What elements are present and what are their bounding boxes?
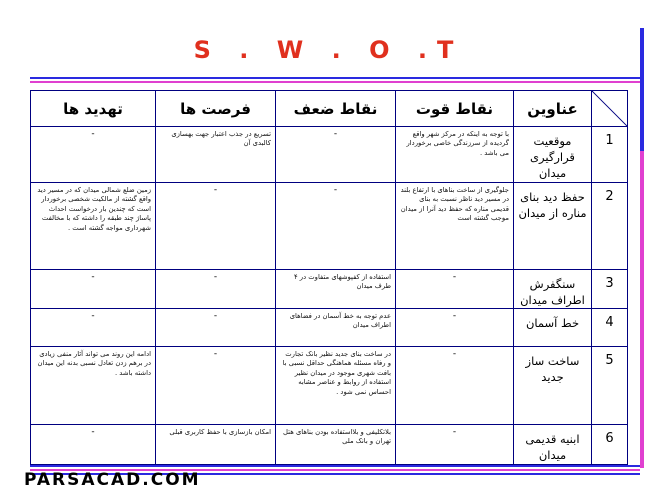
row-threats: - — [31, 270, 156, 309]
row-topic: سنگفرش اطراف میدان — [514, 270, 592, 309]
row-topic: خط آسمان — [514, 309, 592, 347]
header-corner-cell — [592, 91, 628, 127]
diagonal-line-icon — [592, 91, 627, 126]
row-number: 4 — [592, 309, 628, 347]
row-number: 1 — [592, 127, 628, 183]
row-weaknesses: عدم توجه به خط آسمان در فضاهای اطراف میدان — [276, 309, 396, 347]
row-strengths: با توجه به اینکه در مرکز شهر واقع گردیده از سرزندگی خاصی برخوردار می باشد . — [396, 127, 514, 183]
header-opportunities: فرصت ها — [156, 91, 276, 127]
title-rule-pink — [30, 81, 640, 83]
row-opportunities: - — [156, 183, 276, 270]
row-threats: - — [31, 425, 156, 465]
row-threats: ادامه این روند می تواند آثار منفی زیادی در برهم زدن تعادل نسبی بدنه این میدان داشته باشد . — [31, 347, 156, 425]
swot-table — [30, 90, 628, 465]
header-threats: تهدید ها — [31, 91, 156, 127]
table-row — [31, 183, 628, 270]
row-strengths: - — [396, 309, 514, 347]
row-topic: حفظ دید بنای مناره از میدان — [514, 183, 592, 270]
row-opportunities: امکان بازسازی با حفظ کاربری قبلی — [156, 425, 276, 465]
row-opportunities: - — [156, 309, 276, 347]
row-threats: - — [31, 309, 156, 347]
table-row — [31, 347, 628, 425]
row-number: 3 — [592, 270, 628, 309]
header-strengths: نقاط قوت — [396, 91, 514, 127]
table-row — [31, 270, 628, 309]
row-threats: زمین ضلع شمالی میدان که در مسیر دید واقع گشته از مالکیت شخصی برخوردار است که چندین بار درخواست احداث پاساژ چند طبقه را داشته که با مخالفت شهرداری مواجه گشته است . — [31, 183, 156, 270]
footer-brand: PARSACAD.COM — [24, 470, 201, 490]
row-number: 6 — [592, 425, 628, 465]
row-threats: - — [31, 127, 156, 183]
table-row — [31, 425, 628, 465]
row-topic: ابنیه قدیمی میدان — [514, 425, 592, 465]
row-opportunities: - — [156, 270, 276, 309]
row-strengths: - — [396, 425, 514, 465]
header-weaknesses: نقاط ضعف — [276, 91, 396, 127]
row-number: 5 — [592, 347, 628, 425]
title-rule-blue — [30, 77, 640, 79]
header-row — [31, 91, 628, 127]
slide-title: S . W . O .T — [193, 36, 464, 64]
row-weaknesses: بلاتکلیفی و بلااستفاده بودن بناهای هتل تهران و بانک ملی — [276, 425, 396, 465]
table-row — [31, 309, 628, 347]
right-accent-bar — [640, 28, 644, 468]
row-weaknesses: - — [276, 127, 396, 183]
row-weaknesses: - — [276, 183, 396, 270]
row-opportunities: تسریع در جذب اعتبار جهت بهسازی کالبدی آن — [156, 127, 276, 183]
row-opportunities: - — [156, 347, 276, 425]
row-topic: موقعیت قرارگیری میدان — [514, 127, 592, 183]
header-topics: عناوین — [514, 91, 592, 127]
row-strengths: - — [396, 347, 514, 425]
row-weaknesses: در ساخت بنای جدید نظیر بانک تجارت و رفاه مسئله هماهنگی حداقل نسبی با بافت شهری موجود در میدان نظیر استفاده از روابط و عناصر مشابه احساس نمی شود . — [276, 347, 396, 425]
row-strengths: - — [396, 270, 514, 309]
row-weaknesses: استفاده از کفپوشهای متفاوت در ۴ طرف میدان — [276, 270, 396, 309]
row-strengths: جلوگیری از ساخت بناهای با ارتفاع بلند در مسیر دید ناظر نسبت به بنای قدیمی مناره که حفظ دید آنرا از میدان موجب گشته است — [396, 183, 514, 270]
row-topic: ساخت ساز جدید — [514, 347, 592, 425]
table-row — [31, 127, 628, 183]
row-number: 2 — [592, 183, 628, 270]
